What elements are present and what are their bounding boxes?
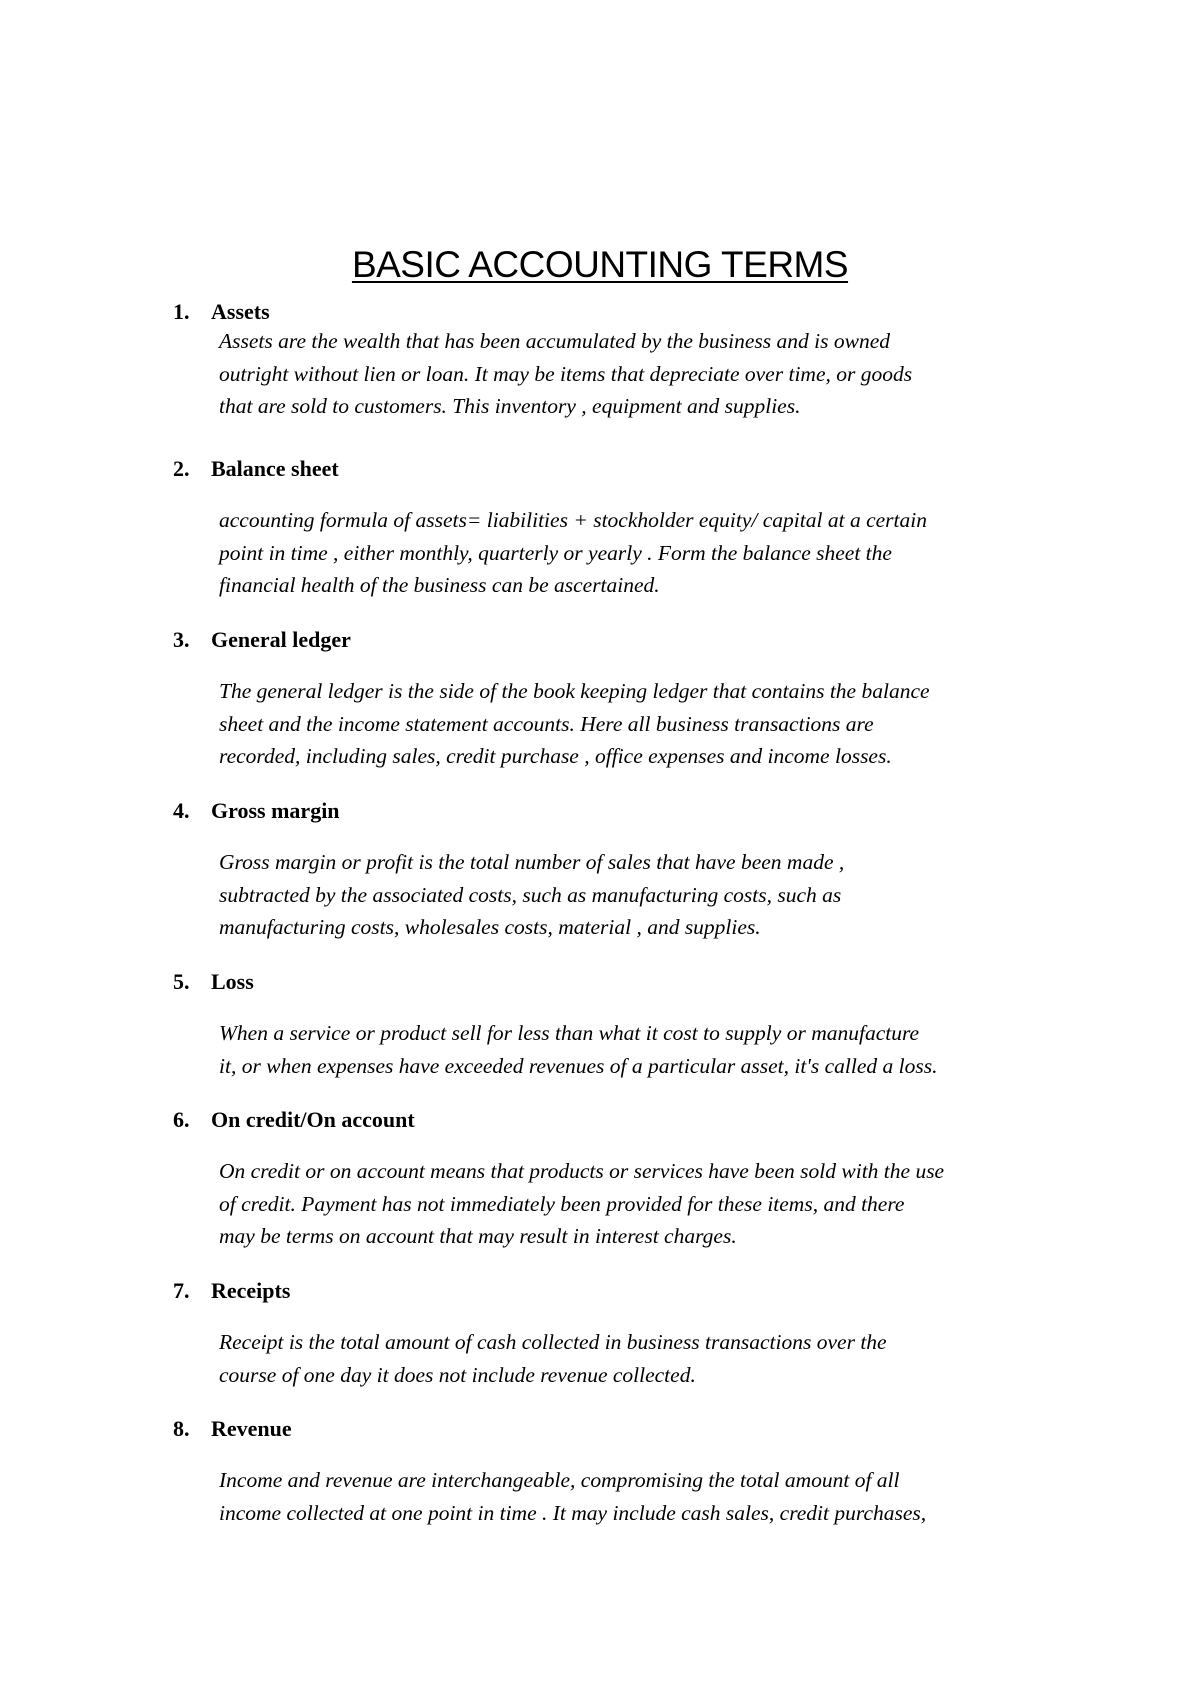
definition-line: sheet and the income statement accounts. Here all business transactions are — [219, 711, 874, 736]
definition-line: Assets are the wealth that has been accumulated by the business and is owned — [219, 329, 890, 353]
definition-line: Gross margin or profit is the total number of sales that have been made , — [219, 850, 845, 874]
definition-line: accounting formula of assets= liabilities + stockholder equity/ capital at a certain — [219, 508, 927, 532]
definition-line: of credit. Payment has not immediately been provided for these items, and there — [219, 1191, 905, 1216]
definition-line: When a service or product sell for less than what it cost to supply or manufacture — [219, 1021, 920, 1045]
definition-line: it, or when expenses have exceeded revenues of a particular asset, it's called a loss. — [219, 1053, 938, 1078]
term-definition — [219, 504, 1099, 602]
term-title: Receipts — [211, 1278, 291, 1303]
definition-line: may be terms on account that may result in interest charges. — [219, 1224, 737, 1248]
term-definition — [219, 1326, 1099, 1391]
document-title: BASIC ACCOUNTING TERMS — [351, 244, 849, 285]
term-title: General ledger — [211, 627, 351, 652]
term-number: 6. — [173, 1107, 190, 1132]
term-heading — [173, 1415, 292, 1443]
definition-line: Receipt is the total amount of cash collected in business transactions over the — [219, 1330, 887, 1354]
definition-line: On credit or on account means that products or services have been sold with the use — [219, 1159, 945, 1183]
term-heading — [173, 1106, 415, 1134]
term-heading — [173, 1277, 290, 1305]
definition-line: manufacturing costs, wholesales costs, material , and supplies. — [219, 915, 761, 939]
term-title: Balance sheet — [211, 456, 339, 481]
definition-line: course of one day it does not include revenue collected. — [219, 1362, 696, 1387]
term-title: Gross margin — [211, 798, 340, 823]
definition-line: income collected at one point in time . It may include cash sales, credit purchases, — [219, 1500, 927, 1525]
definition-line: that are sold to customers. This inventory , equipment and supplies. — [219, 394, 801, 418]
term-heading — [173, 968, 254, 996]
definition-line: point in time , either monthly, quarterly or yearly . Form the balance sheet the — [219, 540, 892, 565]
term-definition — [219, 325, 1099, 423]
term-number: 3. — [173, 627, 190, 652]
term-title: Assets — [211, 299, 270, 324]
definition-line: subtracted by the associated costs, such as manufacturing costs, such as — [219, 882, 842, 907]
term-number: 4. — [173, 798, 190, 823]
term-heading — [173, 298, 270, 326]
term-definition — [219, 675, 1099, 773]
definition-line: The general ledger is the side of the book keeping ledger that contains the balance — [219, 679, 930, 703]
term-title: Loss — [211, 969, 254, 994]
term-number: 2. — [173, 456, 190, 481]
term-number: 8. — [173, 1416, 190, 1441]
term-definition — [219, 1017, 1099, 1082]
term-definition — [219, 1464, 1099, 1529]
term-title: Revenue — [211, 1416, 292, 1441]
definition-line: recorded, including sales, credit purchase , office expenses and income losses. — [219, 744, 892, 768]
term-heading — [173, 455, 339, 483]
term-number: 7. — [173, 1278, 190, 1303]
term-heading — [173, 797, 340, 825]
term-number: 1. — [173, 299, 190, 324]
definition-line: financial health of the business can be ascertained. — [219, 573, 660, 597]
term-number: 5. — [173, 969, 190, 994]
term-definition — [219, 1155, 1099, 1253]
term-definition — [219, 846, 1099, 944]
definition-line: Income and revenue are interchangeable, compromising the total amount of all — [219, 1468, 900, 1492]
term-title: On credit/On account — [211, 1107, 415, 1132]
term-heading — [173, 626, 351, 654]
definition-line: outright without lien or loan. It may be items that depreciate over time, or goods — [219, 361, 913, 386]
